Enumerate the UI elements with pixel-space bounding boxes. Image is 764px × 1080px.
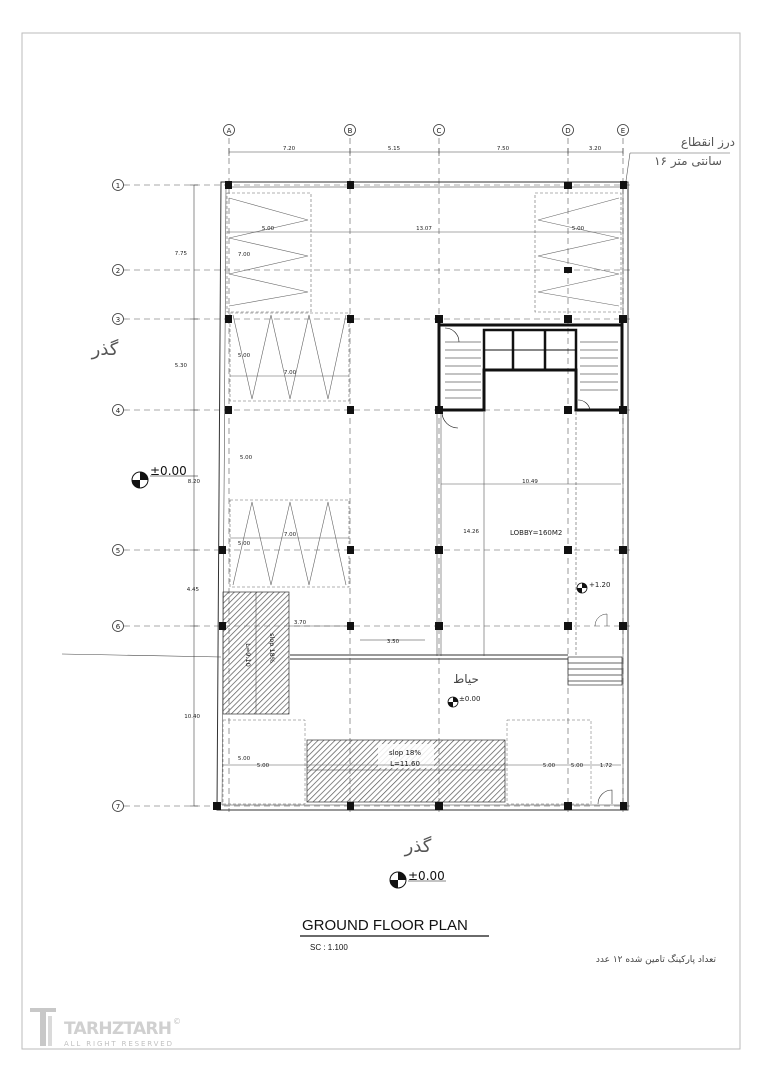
dimension-text: 5.00 — [237, 756, 251, 762]
row-label: 7 — [115, 803, 121, 811]
dimension-text: 5.30 — [174, 363, 187, 369]
dimension-text: 7.00 — [237, 252, 251, 258]
row-label: 5 — [115, 547, 121, 555]
row-label: 1 — [115, 182, 121, 190]
street-west-label: گذر — [91, 339, 119, 360]
ramp-bottom-length: L=11.60 — [390, 760, 420, 768]
stair-core — [439, 319, 622, 428]
courtyard-wall — [290, 640, 568, 659]
column-label: C — [436, 127, 442, 135]
courtyard-level-marker — [448, 695, 480, 707]
building-outline — [217, 182, 628, 810]
logo-subtext: ALL RIGHT RESERVED — [64, 1040, 172, 1048]
expansion-joint-note-2: ۱۶ سانتی متر — [654, 154, 722, 168]
dimension-text: 7.00 — [283, 532, 297, 538]
site-boundary-line — [62, 654, 221, 657]
dimension-text: 5.00 — [237, 541, 251, 547]
level-text: ±0.00 — [408, 869, 445, 883]
row-label: 4 — [115, 407, 121, 415]
parking-top-right — [535, 193, 621, 312]
drawing-title: GROUND FLOOR PLAN — [302, 917, 468, 934]
dimension-text: 5.00 — [571, 226, 585, 232]
column-label: E — [620, 127, 626, 135]
row-bubbles — [113, 180, 124, 812]
structural-columns — [213, 181, 627, 810]
dimension-text: 1.72 — [599, 763, 613, 769]
dimension-text: 7.75 — [174, 251, 187, 257]
left-dimension-chain — [175, 185, 201, 806]
logo-text: TARHZTARH — [64, 1019, 172, 1039]
lobby-width-dimension: 10.49 — [522, 479, 538, 485]
lobby-depth-dimension: 14.26 — [463, 529, 479, 535]
dimension-text: 7.50 — [496, 146, 510, 152]
ramp-left-slope: slop 18% — [268, 633, 276, 663]
level-text: +1.20 — [589, 581, 611, 589]
drawing-scale: SC : 1.100 — [310, 943, 348, 952]
ramp-bottom-slope: slop 18% — [388, 749, 422, 757]
dimension-text: 3.20 — [588, 146, 602, 152]
dimension-text: 7.00 — [283, 370, 297, 376]
ramp-offset-dimension: 3.70 — [293, 620, 307, 626]
dimension-text: 5.00 — [256, 763, 270, 769]
expansion-joint-leader — [626, 153, 630, 181]
level-text: ±0.00 — [150, 464, 187, 478]
column-label: D — [565, 127, 571, 135]
dimension-text: 5.00 — [239, 455, 253, 461]
sheet-border — [22, 33, 740, 1049]
parking-lower-dimensions — [230, 532, 349, 547]
level-text: ±0.00 — [459, 695, 481, 703]
dimension-text: 5.15 — [387, 146, 401, 152]
ramp-left — [223, 592, 289, 714]
lobby-label: LOBBY=160M2 — [510, 529, 563, 537]
watermark-logo — [30, 1008, 181, 1048]
logo-mark: © — [173, 1017, 181, 1026]
dimension-text: 10.40 — [184, 714, 200, 720]
grid-lines — [124, 138, 632, 812]
dimension-text: 5.00 — [237, 353, 251, 359]
expansion-joint-note-1: درز انقطاع — [680, 135, 735, 149]
parking-count-note: تعداد پارکینگ تامین شده ۱۲ عدد — [595, 955, 716, 965]
row-label: 2 — [115, 267, 121, 275]
corner-door — [598, 790, 612, 804]
street-south-label: گذر — [404, 836, 432, 857]
dimension-text: 5.00 — [261, 226, 275, 232]
column-label: B — [347, 127, 353, 135]
ramp-left-length: L=9.10 — [244, 643, 252, 667]
dimension-text: 5.00 — [542, 763, 556, 769]
column-bubbles — [224, 125, 629, 136]
parking-middle-dimensions — [230, 353, 349, 461]
bottom-level-marker — [390, 869, 446, 888]
top-dimension-chain — [229, 146, 623, 156]
dimension-text: 8.20 — [187, 479, 200, 485]
top-parking-dimensions — [227, 226, 621, 258]
dimension-text: 7.20 — [282, 146, 296, 152]
dimension-text: 13.07 — [416, 226, 432, 232]
row-label: 3 — [115, 316, 121, 324]
dimension-text: 5.00 — [570, 763, 584, 769]
row-label: 6 — [115, 623, 121, 631]
lobby-level-marker — [577, 581, 610, 593]
dimension-text: 4.45 — [186, 587, 199, 593]
column-label: A — [226, 127, 232, 135]
opening-dimension: 3.50 — [386, 639, 400, 645]
courtyard-label: حیاط — [453, 672, 479, 686]
